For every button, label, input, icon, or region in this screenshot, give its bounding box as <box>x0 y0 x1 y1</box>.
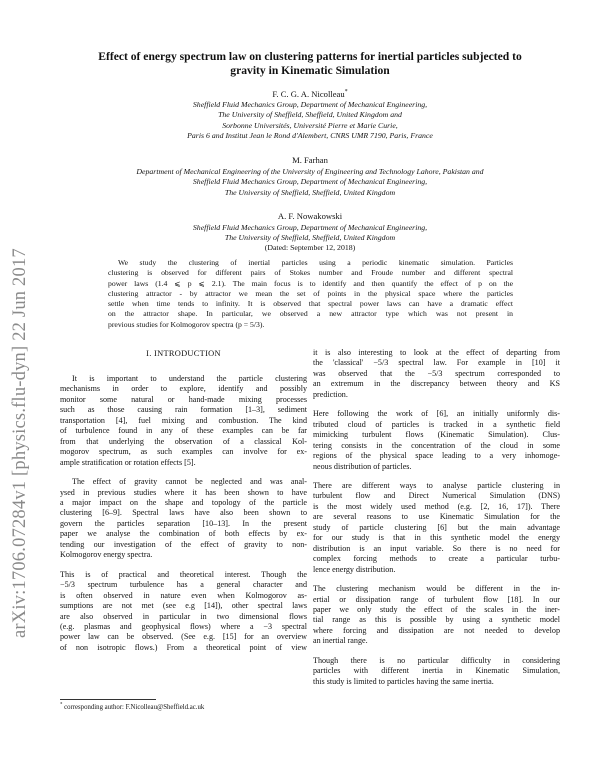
author-affiliation: Sheffield Fluid Mechanics Group, Department of Mechanical Engineering, The University of Sheffield, Sheffield, United Kingdom <box>192 223 428 243</box>
author-name: A. F. Nowakowski <box>277 211 343 221</box>
paragraph: Here following the work of [6], an initially uniformly dis- tributed cloud of particles is tracked in a synthetic field mimicking turbulent flows (Kinematic Simulation). Clus- tering consists in the concentration of the cloud in some regions of the physical space leading to a very inhomoge- neous distribution of particles. <box>313 409 560 471</box>
footnote-marker: * <box>60 702 63 708</box>
title-line: Effect of energy spectrum law on clustering patterns for inertial particles subjected to <box>98 50 522 63</box>
right-column <box>313 348 560 696</box>
abstract <box>108 258 513 330</box>
author-marker: * <box>344 89 348 96</box>
abstract-line: clustering is observed for different pairs of Stokes number and Froude number and different spectral <box>108 268 513 278</box>
abstract-line: on the attractor shape. In particular, we observed a new attractor type which was not present in <box>108 309 513 319</box>
paragraph: Though there is no particular difficulty in considering particles with different inertia in Kinematic Simulation, this study is limited to particles having the same inertia. <box>313 655 560 686</box>
title-line: gravity in Kinematic Simulation <box>230 64 390 77</box>
paragraph: This is of practical and theoretical interest. Though the −5/3 spectrum turbulence has a general character and is often observed in nature even when Kolmogorov as- sumptions are not met (see e.g [14]), other spectral laws are also observed in particular in two dimensional flows (e.g. plasmas and geophysical flows) where a −3 spectral power law can be observed. (See e.g. [15] for an overview of non isotropic flows.) From a theoretical point of view <box>60 569 307 652</box>
paragraph: it is also interesting to look at the effect of departing from the 'classical' −5/3 spectral law. For example in [10] it was observed that the −5/3 spectrum corresponded to an extremum in the discrepancy between theory and KS prediction. <box>313 348 560 399</box>
paragraph: It is important to understand the particle clustering mechanisms in order to explore, identify and possibly monitor some natural or hand-made mixing processes such as those causing rain formation [1–3], sediment transportation [4], fuel mixing and combustion. The kind of turbulence found in any of these examples can be far from that underlying the observation of a classical Kol- mogorov spectrum, as such examples can involve for ex- ample stratification or rotation effects [5]. <box>60 374 307 467</box>
abstract-line: clustering attractor - by attractor we mean the set of points in the physical space where the particles <box>108 288 513 298</box>
author-name: F. C. G. A. Nicolleau* <box>272 89 348 99</box>
author-affiliation: Sheffield Fluid Mechanics Group, Department of Mechanical Engineering, The University of Sheffield, Sheffield, United Kingdom and Sorbonne Universités, Université Pierre et Marie Curie, Paris 6 and Institut Jean le Rond d'Alembert, CNRS UMR 7190, Paris, France <box>187 100 433 141</box>
paper-title <box>60 50 560 78</box>
left-column <box>60 374 307 662</box>
author-name: M. Farhan <box>292 155 328 165</box>
abstract-line: previous studies for Kolmogorov spectra (p = 5/3). <box>108 319 265 329</box>
paragraph: There are different ways to analyse particle clustering in turbulent flow and Direct Numerical Simulation (DNS) is the most widely used method (e.g. [2, 16, 17]). There are several reasons to use Kinematic Simulation for the study of particle clustering [6] but the main advantage for our study is that in this synthetic model the energy distribution is an input variable. So there is no need for complex forcing methods to create a particular turbu- lence energy distribution. <box>313 480 560 574</box>
dated-line: (Dated: September 12, 2018) <box>264 243 356 252</box>
paragraph: The effect of gravity cannot be neglected and was anal- ysed in previous studies where it has been shown to have a major impact on the shape and topology of the particle clustering [6–9]. Spectral laws have also been shown to govern the particles separation [10–13]. In the present paper we analyse the combination of both effects by ex- tending our investigation of the effect of gravity to non- Kolmogorov energy spectra. <box>60 477 307 560</box>
abstract-line: settle when time tends to infinity. It is observed that spectral power laws can have a dramatic effect <box>108 299 513 309</box>
author-affiliation: Department of Mechanical Engineering of the University of Engineering and Technology Lahore, Pakistan and Sheffield Fluid Mechanics Group, Department of Mechanical Engineering, The University of Sheffield, Sheffield, United Kingdom <box>136 167 484 197</box>
arxiv-sidebar <box>8 168 34 648</box>
footnote-text: corresponding author: F.Nicolleau@Sheffield.ac.uk <box>64 704 205 711</box>
footnote-rule <box>60 699 156 700</box>
paragraph: The clustering mechanism would be different in the in- ertial or dissipation range of turbulent flow [18]. In our paper we only study the effect of the scales in the iner- tial range as this is possible by using a synthetic model where forcing and dissipation are not needed to develop an inertial range. <box>313 584 560 646</box>
abstract-line: power laws (1.4 ⩽ p ⩽ 2.1). The main focus is to identify and then quantify the effect of p on the <box>108 278 513 288</box>
arxiv-identifier: arXiv:1706.07284v1 [physics.flu-dyn] 22 Jun 2017 <box>10 248 30 638</box>
abstract-line: We study the clustering of inertial particles using a periodic kinematic simulation. Particles <box>118 258 513 267</box>
section-heading: I. INTRODUCTION <box>146 349 221 358</box>
footnote <box>60 704 204 711</box>
